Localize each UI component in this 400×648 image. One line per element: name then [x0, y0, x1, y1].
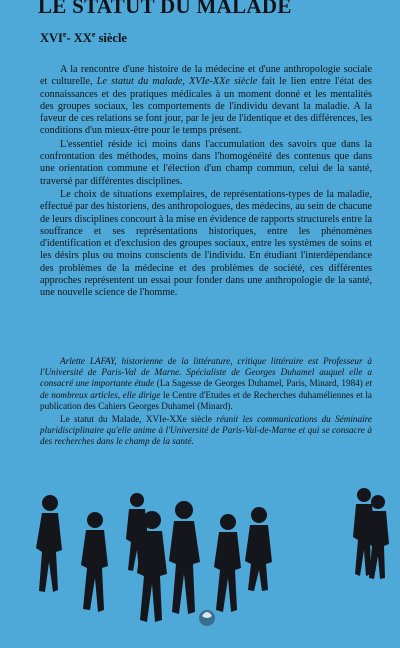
subtitle-separator: - XX [66, 31, 92, 46]
description-paragraph-2: L'essentiel réside ici moins dans l'accumulation des savoirs que dans la confrontation des méthodes, moins dans l'homogénéité des contenus que dans une orientation commune et l'élection d'un champ commun, celui de la santé, traversé par différentes disciplines. [40, 138, 372, 187]
p1-book-title: Le statut du malade, XVIe-XXe siècle [96, 76, 258, 88]
bio-paragraph-2 [40, 414, 372, 448]
figure-silhouette [245, 507, 272, 591]
book-title: LE STATUT DU MALADE [38, 0, 292, 18]
figure-silhouette [214, 514, 241, 612]
figure-silhouette [81, 512, 108, 612]
subtitle-word: siècle [95, 31, 127, 46]
bio-text-e: (Minard). [194, 400, 233, 411]
publisher-logo-icon [199, 610, 215, 626]
subtitle-century-start: XVI [40, 31, 63, 46]
bio2-book-title: Le statut du Malade, XVIe-XXe siècle [60, 414, 212, 425]
figure-silhouette [36, 495, 62, 592]
p1-text-a: A la rencontre d'une histoire de la médecine et d'une anthropologie sociale et culturelle, [40, 64, 372, 88]
description-paragraph-1 [40, 64, 372, 138]
silhouette-illustration [0, 470, 400, 648]
subtitle-sup-start: e [62, 30, 67, 39]
book-description [40, 64, 372, 300]
p1-text-b: fait le lien entre l'état des connaissances et des pratiques médicales à un moment donné et les mentalités des groupes sociaux, les comportements de l'individu devant la maladie. A la faveur de ces relations se font jour, par le jeu de l'identique et des différences, les conditions d'un mieux-être pour le temps présent. [40, 76, 372, 137]
bio-text-d: le Centre d'Etudes et de Recherches duhaméliennes et la publication des Cahiers Georges Duhamel [40, 389, 372, 411]
description-paragraph-3: Le choix de situations exemplaires, de représentations-types de la maladie, effectué par des historiens, des anthropologues, des médecins, au sein de chacune de leurs disciplines concourt à la mise en évidence de rapports structurels entre la souffrance et ses représentations historiques, entre les phénomènes d'identification et d'exclusion des groupes sociaux, entre les systèmes de soins et les désirs plus ou moins conscients de l'individu. En étudiant l'interdépendance des problèmes de la médecine et des problèmes de société, ces différentes approches représentent un essai pour fonder dans une anthropologie de la santé, une nouvelle science de l'homme. [40, 188, 372, 299]
author-bio [40, 356, 372, 448]
book-subtitle [40, 30, 127, 46]
subtitle-sup-end: e [91, 30, 96, 39]
walking-figures-group [36, 488, 389, 622]
figure-silhouette [169, 501, 200, 614]
bio-text-a: Arlette LAFAY, historienne de la littérature, critique littéraire est Professeur à l'Université de Paris-Val de Marne. Spécialiste de Georges Duhamel auquel elle a consacré une importante étude [40, 356, 372, 389]
bio-paragraph-1 [40, 356, 372, 412]
bio2-text: réunit les communications du Séminaire pluridisciplinaire qu'elle anime à l'Université de Paris-Val-de-Marne et qui se consacre à des recherches dans le champ de la santé. [40, 414, 372, 447]
bio-text-c: et de nombreux articles, elle dirige [40, 378, 372, 400]
bio-text-b: (La Sagesse de Georges Duhamel, Paris, Minard, 1984) [156, 378, 363, 389]
